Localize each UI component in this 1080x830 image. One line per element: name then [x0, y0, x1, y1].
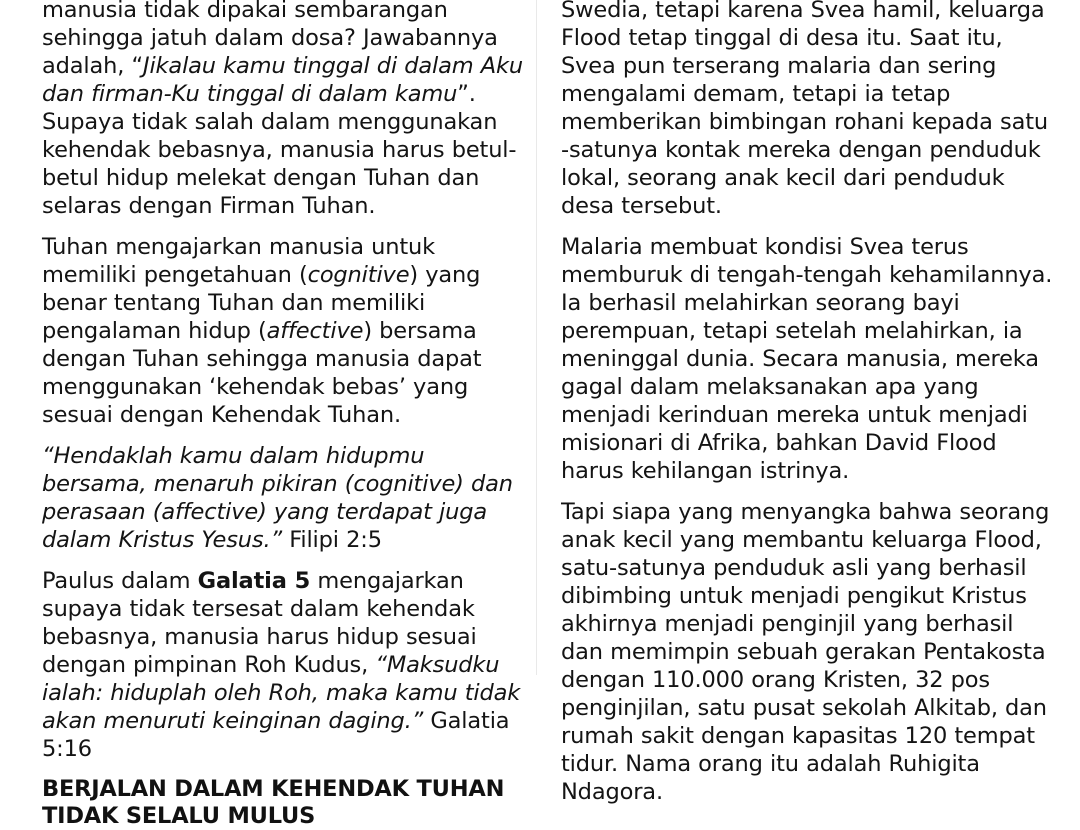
paragraph-right-1: Swedia, tetapi karena Svea hamil, keluarga Flood tetap tinggal di desa itu. Saat itu, Svea pun terserang malaria dan sering mengalami demam, tetapi ia tetap memberikan bimbingan rohani kepada satu -satunya kontak mereka dengan penduduk lokal, seorang anak kecil dari penduduk desa tersebut.: [561, 0, 1049, 219]
column-divider: [536, 0, 537, 675]
right-column: [561, 0, 1054, 805]
paragraph-left-3-scripture-quote: “Hendaklah kamu dalam hidupmu bersama, menaruh pikiran (cognitive) dan perasaan (affective) yang terdapat juga dalam Kristus Yesus.” Filipi 2:5: [42, 443, 513, 553]
paragraph-left-4-scripture-quote: Paulus dalam Galatia 5 mengajarkan supaya tidak tersesat dalam kehendak bebasnya, manusia harus hidup sesuai dengan pimpinan Roh Kudus, “Maksudku ialah: hiduplah oleh Roh, maka kamu tidak akan menuruti keinginan daging.” Galatia 5:16: [42, 568, 521, 762]
left-column: [42, 0, 535, 829]
paragraph-left-1: manusia tidak dipakai sembarangan sehingga jatuh dalam dosa? Jawabannya adalah, “Jikalau kamu tinggal di dalam Aku dan firman-Ku tinggal di dalam kamu”. Supaya tidak salah dalam menggunakan kehendak bebasnya, manusia harus betul-betul hidup melekat dengan Tuhan dan selaras dengan Firman Tuhan.: [42, 0, 523, 219]
paragraph-right-2: Malaria membuat kondisi Svea terus memburuk di tengah-tengah kehamilannya. Ia berhasil melahirkan seorang bayi perempuan, tetapi setelah melahirkan, ia meninggal dunia. Secara manusia, mereka gagal dalam melaksanakan apa yang menjadi kerinduan mereka untuk menjadi misionari di Afrika, bahkan David Flood harus kehilangan istrinya.: [561, 234, 1053, 484]
paragraph-right-3: Tapi siapa yang menyangka bahwa seorang anak kecil yang membantu keluarga Flood, satu-satunya penduduk asli yang berhasil dibimbing untuk menjadi pengikut Kristus akhirnya menjadi penginjil yang berhasil dan memimpin sebuah gerakan Pentakosta dengan 110.000 orang Kristen, 32 pos penginjilan, satu pusat sekolah Alkitab, dan rumah sakit dengan kapasitas 120 tempat tidur. Nama orang itu adalah Ruhigita Ndagora.: [561, 499, 1050, 805]
section-heading: BERJALAN DALAM KEHENDAK TUHAN TIDAK SELALU MULUS: [42, 776, 505, 829]
paragraph-left-2: Tuhan mengajarkan manusia untuk memiliki pengetahuan (cognitive) yang benar tentang Tuhan dan memiliki pengalaman hidup (affective) bersama dengan Tuhan sehingga manusia dapat menggunakan ‘kehendak bebas’ yang sesuai dengan Kehendak Tuhan.: [42, 234, 482, 428]
